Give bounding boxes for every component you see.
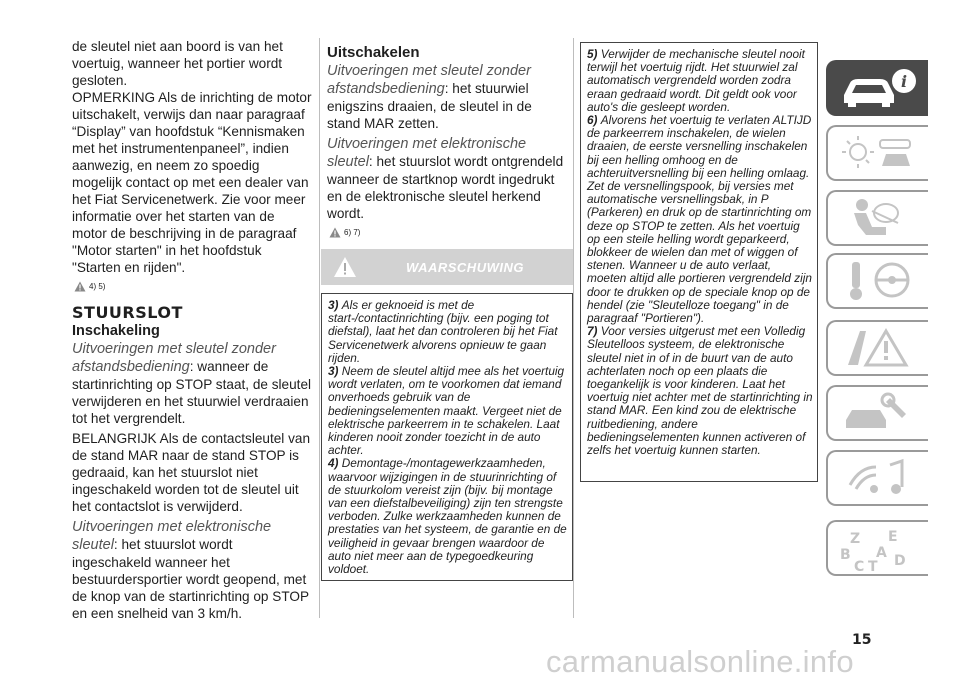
chapter-tab[interactable] — [826, 253, 928, 309]
warning-text: Neem de sleutel altijd mee als het voertuig wordt verlaten, om te voorkomen dat iemand onverhoeds gebruik van de bedieningselementen maakt. Vergeet niet de elektrische parkeerrem in te schakelen. Laat kinderen nooit zonder toezicht in de auto achter. — [328, 364, 565, 458]
warning-box — [580, 42, 818, 482]
index-letters-icon — [836, 525, 922, 575]
section-heading: STUURSLOT — [72, 303, 183, 322]
refs-text: 6) 7) — [344, 228, 361, 237]
page-number: 15 — [852, 632, 872, 648]
paragraph: : het stuurwiel enigszins draaien, de sleutel in de stand MAR zetten. — [327, 81, 532, 131]
warning-title: WAARSCHUWING — [406, 259, 524, 275]
warning-list — [322, 294, 572, 580]
warning-number: 3) — [328, 298, 342, 312]
warning-triangle-icon — [333, 256, 357, 278]
watermark: carmanualsonline.info — [546, 644, 854, 679]
paragraph: : wanneer de startinrichting op STOP staat, de sleutel verwijderen en het stuurwiel verdraaien tot het vergrendelt. — [72, 359, 312, 426]
svg-text:C: C — [854, 559, 865, 575]
warning-number: 7) — [587, 324, 601, 339]
lead-text: Uitvoeringen met elektronische sleutel — [327, 136, 527, 170]
paragraph: : het stuurslot wordt ontgrendeld wanneer de startknop wordt ingedrukt en de elektronische sleutel herkend wordt. — [327, 154, 564, 221]
subheading: Uitschakelen — [327, 44, 420, 61]
svg-text:T: T — [868, 559, 878, 575]
svg-text:A: A — [876, 545, 887, 561]
key-steering-icon — [836, 258, 922, 304]
multimedia-icon — [836, 455, 922, 501]
warning-text: Als er geknoeid is met de start-/contactinrichting (bijv. een poging tot diefstal), laat het dan controleren bij het Fiat Servicenetwerk alvorens opnieuw te gaan rijden. — [328, 298, 558, 365]
svg-text:E: E — [888, 529, 898, 545]
chapter-tab[interactable] — [826, 125, 928, 181]
column-3 — [580, 42, 818, 482]
warning-list — [581, 43, 817, 461]
warning-text: Alvorens het voertuig te verlaten ALTIJD de parkeerrem inschakelen, de wielen draaien, de eerste versnelling inschakelen bij een helling omhoog en de achteruitversnelling bij een helling omlaag. Zet de versnellingspook, bij versies met automatische versnellingsbak, in P (Parkeren) en druk op de startinrichting om deze op STOP te zetten. Als het voertuig op een steile helling wordt geparkeerd, blokkeer de wielen dan met of wiggen of stenen. Wanneer u de auto verlaat, moeten altijd alle portieren vergrendeld zijn door te drukken op de speciale knop op de hendel (zie "Sleutelloze toegang" in de paragraaf "Portieren"). — [587, 113, 812, 326]
svg-text:i: i — [900, 72, 908, 91]
paragraph: BELANGRIJK Als de contactsleutel van de stand MAR naar de stand STOP is gedraaid, kan het stuurslot niet ingeschakeld worden tot de sleutel uit het contactslot is verwijderd. — [72, 431, 311, 514]
warning-number: 4) — [328, 456, 342, 471]
paragraph: : het stuurslot wordt ingeschakeld wanneer het bestuurdersportier wordt geopend, met de knop van de startinrichting op STOP en een snelheid van 3 km/h. — [72, 537, 309, 621]
svg-text:D: D — [894, 553, 906, 569]
warning-item — [328, 365, 568, 457]
lead-text: Uitvoeringen met sleutel zonder afstandsbediening — [72, 341, 276, 375]
warning-item — [587, 325, 813, 457]
warning-text: Verwijder de mechanische sleutel nooit terwijl het voertuig rijdt. Het stuurwiel zal automatisch vergrendeld worden zodra eraan gedraaid wordt. Dit geldt ook voor auto's die gesleept worden. — [587, 47, 805, 114]
column-1 — [72, 38, 312, 622]
chapter-tab[interactable] — [826, 190, 928, 246]
car-info-icon — [836, 65, 922, 111]
warning-number: 6) — [587, 113, 601, 128]
warning-triangle-icon — [74, 281, 86, 292]
warning-text: Voor versies uitgerust met een Volledig Sleutelloos systeem, de elektronische sleutel niet in of in de buurt van de auto achterlaten noch op een plaats die toegankelijk is voor kinderen. Laat het voertuig niet achter met de startinrichting in stand MAR. Een kind zou de elektrische ruitbediening, andere bedieningselementen kunnen activeren of zelfs het voertuig kunnen starten. — [587, 324, 813, 458]
paragraph: de sleutel niet aan boord is van het voertuig, wanneer het portier wordt gesloten. — [72, 39, 283, 88]
warning-triangle-icon — [329, 227, 341, 238]
svg-text:B: B — [840, 547, 851, 563]
warning-text: Demontage-/montagewerkzaamheden, waarvoor wijzigingen in de stuurinrichting of de stuurkolom vereist zijn (bijv. bij montage van een diefstalbeveiliging) zijn ten strengste verboden. Zulke werkzaamheden kunnen de prestaties van het systeem, de garantie en de veiligheid in gevaar brengen waardoor de auto niet meer aan de typegoedkeuring voldoet. — [328, 456, 567, 577]
warning-item — [328, 457, 568, 576]
column-2 — [327, 44, 567, 581]
paragraph: OPMERKING Als de inrichting de motor uitschakelt, verwijs dan naar paragraaf “Display” van hoofdstuk “Kennismaken met het instrumentenpaneel”, indien aanwezig, en neem zo spoedig mogelijk contact op met een dealer van het Fiat Servicenetwerk. Zie voor meer informatie over het starten van de motor de beschrijving in de paragraaf "Motor starten" in het hoofdstuk "Starten en rijden". — [72, 90, 312, 275]
wrench-car-icon — [836, 390, 922, 436]
refs-text: 4) 5) — [89, 282, 106, 291]
chapter-tab[interactable] — [826, 520, 928, 576]
chapter-tab[interactable] — [826, 385, 928, 441]
warning-item — [587, 48, 813, 114]
lead-text: Uitvoeringen met elektronische sleutel — [72, 519, 272, 553]
chapter-tab[interactable] — [826, 60, 928, 116]
dashboard-lights-icon — [836, 130, 922, 176]
warning-number: 5) — [587, 47, 601, 61]
warning-road-icon — [836, 325, 922, 371]
warning-number: 3) — [328, 364, 342, 379]
column-divider — [573, 38, 574, 618]
column-divider — [319, 38, 320, 618]
warning-box — [321, 293, 573, 581]
warning-refs — [74, 278, 312, 295]
warning-item — [587, 114, 813, 325]
warning-item — [328, 299, 568, 365]
warning-refs — [329, 224, 567, 241]
airbag-seat-icon — [836, 195, 922, 241]
warning-header — [321, 249, 573, 285]
lead-text: Uitvoeringen met sleutel zonder afstandsbediening — [327, 63, 531, 97]
subheading: Inschakeling — [72, 323, 160, 339]
svg-text:Z: Z — [850, 531, 861, 547]
chapter-tab[interactable] — [826, 450, 928, 506]
chapter-tab[interactable] — [826, 320, 928, 376]
